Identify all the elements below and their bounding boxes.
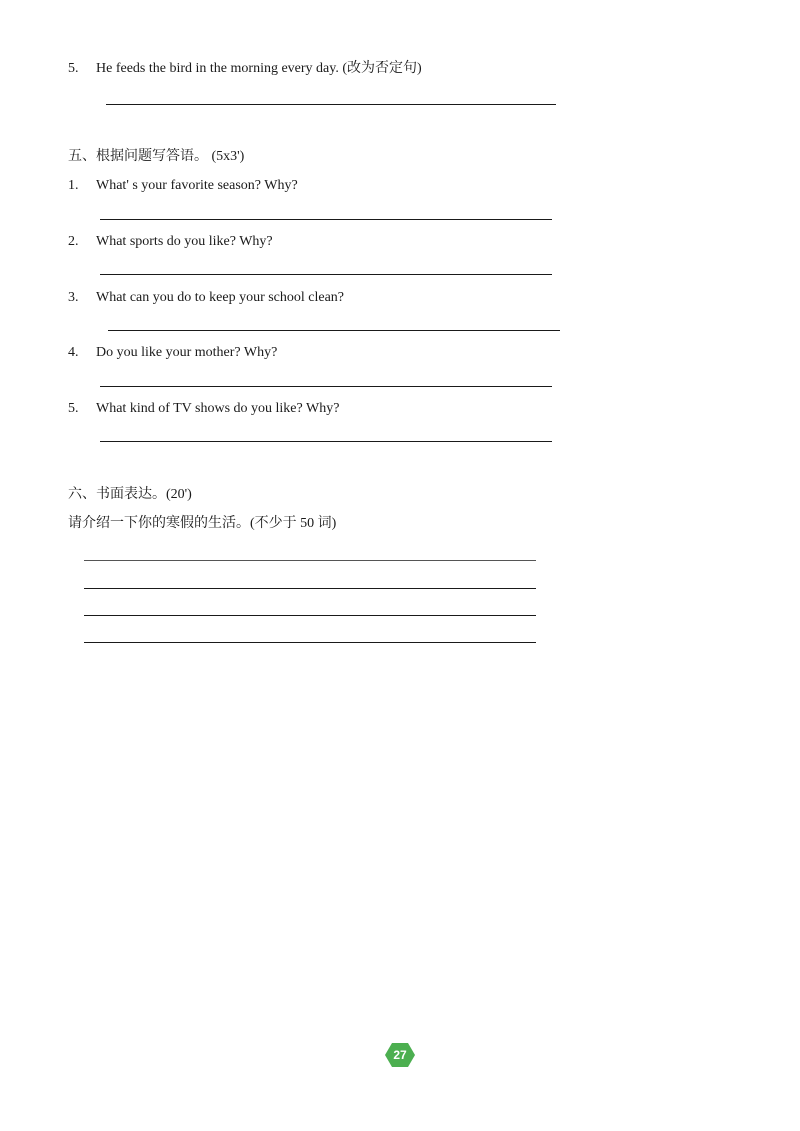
question-text: He feeds the bird in the morning every day. (改为否定句) bbox=[96, 61, 422, 76]
question-number: 2. bbox=[68, 234, 79, 249]
question-5-2 bbox=[68, 233, 273, 251]
answer-line-5-5[interactable] bbox=[100, 441, 552, 442]
writing-prompt: 请介绍一下你的寒假的生活。(不少于 50 词) bbox=[68, 516, 337, 531]
question-text: What' s your favorite season? Why? bbox=[96, 178, 298, 193]
page-number: 27 bbox=[393, 1048, 407, 1062]
question-text: What kind of TV shows do you like? Why? bbox=[96, 401, 340, 416]
writing-line-2[interactable] bbox=[84, 588, 536, 589]
writing-line-4[interactable] bbox=[84, 642, 536, 643]
answer-line-5-3[interactable] bbox=[108, 330, 560, 331]
writing-line-1[interactable] bbox=[84, 560, 536, 561]
question-text: What sports do you like? Why? bbox=[96, 234, 273, 249]
question-number: 3. bbox=[68, 290, 79, 305]
answer-line-5-2[interactable] bbox=[100, 274, 552, 275]
page-number-badge bbox=[384, 1042, 416, 1068]
question-number: 1. bbox=[68, 178, 79, 193]
question-number: 5. bbox=[68, 61, 79, 76]
section-5-heading: 五、根据问题写答语。 (5x3') bbox=[68, 149, 245, 164]
writing-line-3[interactable] bbox=[84, 615, 536, 616]
answer-line-5-1[interactable] bbox=[100, 219, 552, 220]
question-5-4 bbox=[68, 344, 277, 362]
section-6-heading: 六、书面表达。(20') bbox=[68, 487, 192, 502]
question-5-3 bbox=[68, 289, 344, 307]
answer-line-5-4[interactable] bbox=[100, 386, 552, 387]
question-text: Do you like your mother? Why? bbox=[96, 345, 278, 360]
question-text: What can you do to keep your school clean? bbox=[96, 290, 345, 305]
question-number: 4. bbox=[68, 345, 79, 360]
question-5-5 bbox=[68, 400, 339, 418]
question-5-1 bbox=[68, 177, 298, 195]
question-number: 5. bbox=[68, 401, 79, 416]
answer-line-4-5[interactable] bbox=[106, 104, 556, 105]
question-4-5 bbox=[68, 60, 422, 78]
